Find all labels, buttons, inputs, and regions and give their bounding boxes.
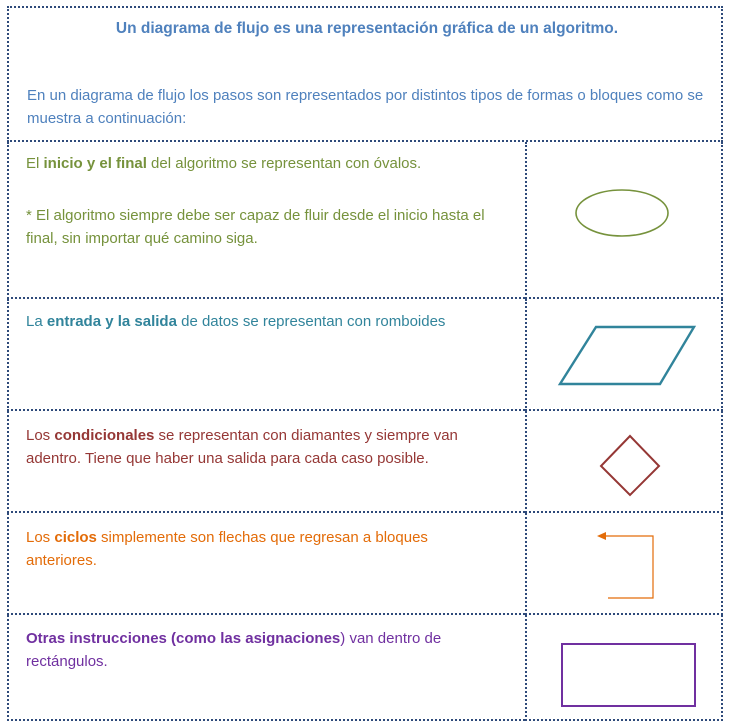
flowchart-table [7, 6, 723, 721]
keyword-io: entrada y la salida [46, 313, 177, 330]
note-text: * El algoritmo siempre debe ser capaz de fluir desde el inicio hasta el final, sin importar qué camino siga. [26, 207, 485, 247]
row-shape-cell-instructions [525, 615, 723, 721]
diamond-icon [527, 411, 725, 513]
row-description-loop: Los ciclos simplemente son flechas que regresan a bloques anteriores. [26, 529, 428, 569]
intro-text: En un diagrama de flujo los pasos son representados por distintos tipos de formas o bloques como se muestra a continuación: [27, 87, 704, 127]
keyword-instructions: Otras instrucciones (como las asignaciones [26, 630, 341, 647]
keyword-loop: ciclos [54, 529, 97, 546]
loop-arrow-icon [527, 513, 725, 615]
row-text-cell-start-end [7, 142, 525, 299]
header-cell [7, 6, 723, 142]
page-title: Un diagrama de flujo es una representación gráfica de un algoritmo. [115, 20, 619, 37]
row-shape-cell-io [525, 299, 723, 411]
oval-icon [527, 142, 725, 299]
row-shape-cell-loop [525, 513, 723, 615]
row-description-conditional: Los condicionales se representan con diamantes y siempre van adentro. Tiene que haber una salida para cada caso posible. [26, 427, 458, 467]
row-description-start-end: El inicio y el final del algoritmo se representan con óvalos. * El algoritmo siempre debe ser capaz de fluir desde el inicio hasta el final, sin importar qué camino siga. [26, 152, 516, 250]
keyword-start-end: inicio y el final [43, 155, 147, 172]
row-shape-cell-start-end [525, 142, 723, 299]
row-description-instructions: Otras instrucciones (como las asignaciones) van dentro de rectángulos. [26, 630, 442, 670]
row-text-cell-conditional [7, 411, 525, 513]
row-description-io: La entrada y la salida de datos se representan con romboides [26, 313, 446, 330]
keyword-conditional: condicionales [54, 427, 155, 444]
row-text-cell-loop [7, 513, 525, 615]
row-text-cell-io [7, 299, 525, 411]
parallelogram-icon [527, 299, 725, 411]
row-text-cell-instructions [7, 615, 525, 721]
rectangle-icon [527, 615, 725, 721]
row-shape-cell-conditional [525, 411, 723, 513]
